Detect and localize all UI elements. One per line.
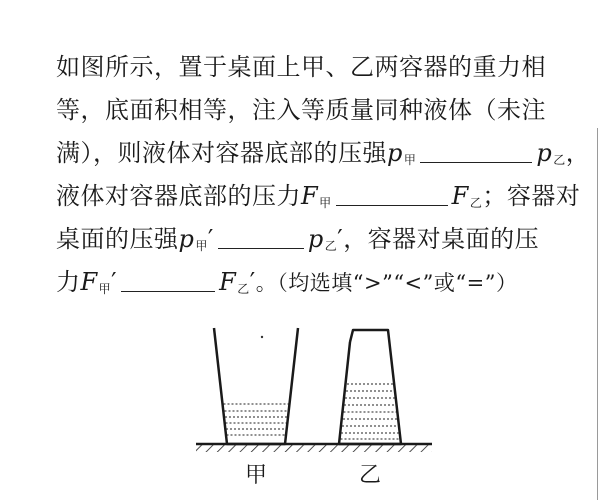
answer-blank-pressure-liquid[interactable] <box>420 138 532 163</box>
subscript-yi: 乙 <box>237 282 250 296</box>
problem-line-5 <box>56 218 596 261</box>
problem-text <box>56 46 596 304</box>
problem-line-6 <box>56 261 596 304</box>
subscript-yi: 乙 <box>553 153 566 167</box>
label-jia: 甲 <box>245 463 268 488</box>
liquid-jia <box>224 404 289 442</box>
table-surface <box>196 444 432 452</box>
problem-line-2: 等，底面积相等，注入等质量同种液体（未注 <box>56 96 546 124</box>
text-segment: 力 <box>56 268 81 296</box>
symbol-p: p <box>536 139 553 167</box>
liquid-yi <box>341 384 402 439</box>
problem-line-1: 如图所示，置于桌面上甲、乙两容器的重力相 <box>56 53 546 81</box>
subscript-jia: 甲 <box>403 153 417 167</box>
text-segment: ， <box>565 139 591 167</box>
answer-blank-pressure-table[interactable] <box>218 224 304 249</box>
subscript-yi: 乙 <box>324 239 338 253</box>
text-segment: 液体对容器底部的压力 <box>56 182 301 210</box>
container-diagram-svg <box>0 318 612 500</box>
text-segment: 。（均选填“>”“<”或“=”） <box>255 271 518 295</box>
container-yi <box>339 330 401 444</box>
subscript-yi: 乙 <box>469 196 483 210</box>
symbol-F: F <box>301 182 319 210</box>
symbol-F: F <box>451 182 469 210</box>
symbol-F: F <box>219 268 237 296</box>
prime-mark: ′ <box>207 225 214 253</box>
problem-line-3 <box>56 132 596 175</box>
prime-mark: ′ <box>337 225 344 253</box>
subscript-jia: 甲 <box>319 196 332 210</box>
container-diagram <box>0 318 612 500</box>
prime-mark: ′ <box>111 268 118 296</box>
speck <box>261 336 263 338</box>
subscript-jia: 甲 <box>195 239 208 253</box>
symbol-p: p <box>178 225 195 253</box>
prime-mark: ′ <box>249 268 256 296</box>
subscript-jia: 甲 <box>98 282 112 296</box>
problem-line-4 <box>56 175 596 218</box>
text-segment: 满），则液体对容器底部的压强 <box>56 139 387 167</box>
symbol-F: F <box>80 268 98 296</box>
text-segment: 桌面的压强 <box>56 225 179 253</box>
symbol-p: p <box>307 225 324 253</box>
text-segment: ；容器对 <box>482 182 581 210</box>
answer-blank-force-liquid[interactable] <box>336 181 448 206</box>
label-yi: 乙 <box>359 463 382 488</box>
answer-blank-force-table[interactable] <box>121 267 215 292</box>
symbol-p: p <box>387 139 403 167</box>
text-segment: ，容器对桌面的压 <box>343 225 540 253</box>
